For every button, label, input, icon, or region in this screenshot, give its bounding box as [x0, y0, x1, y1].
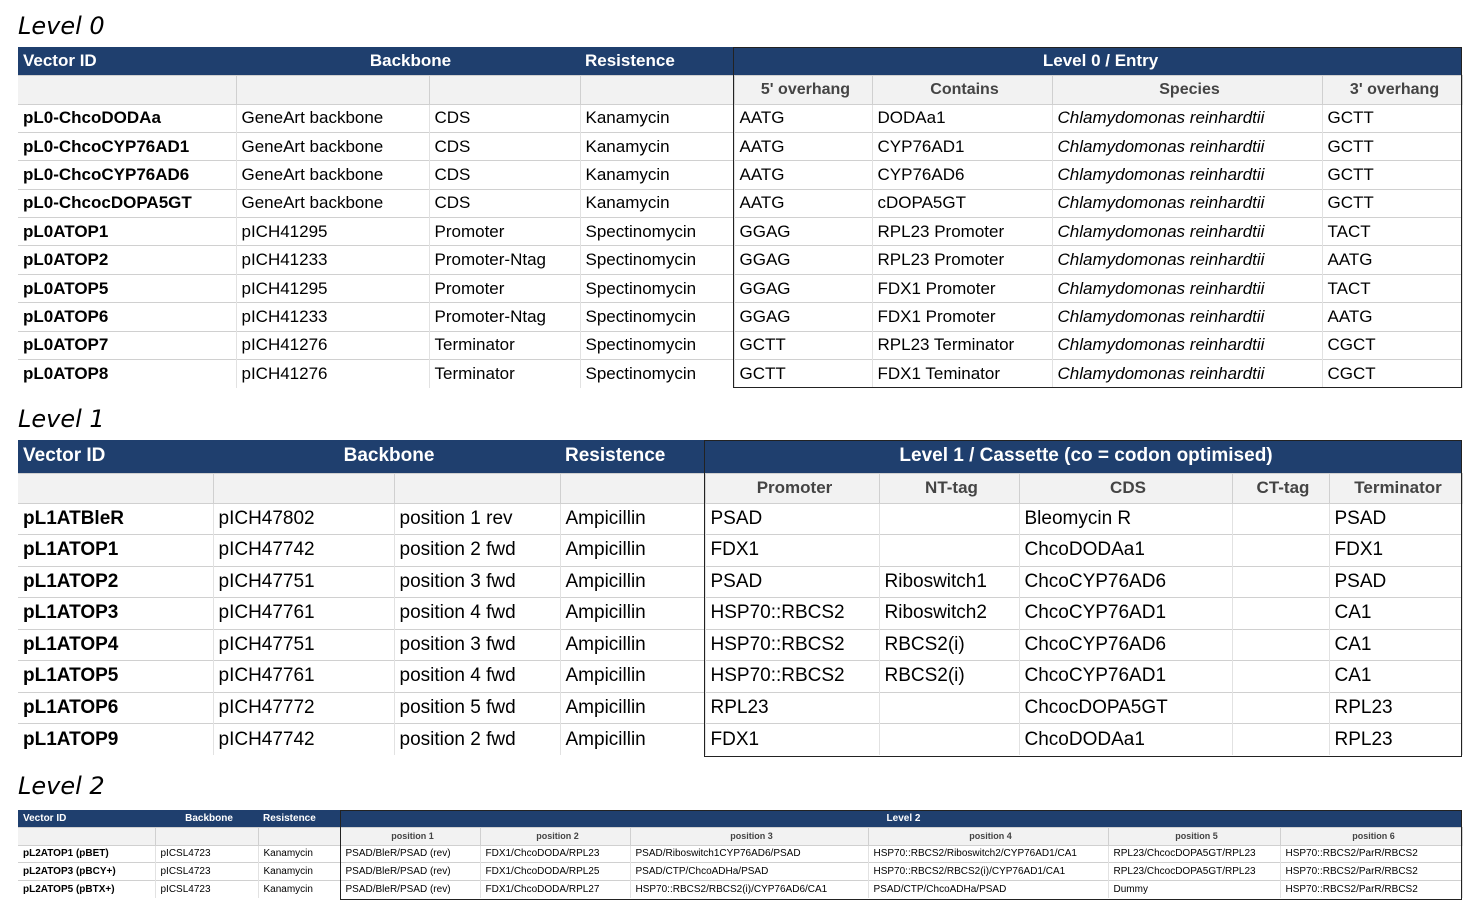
table-cell: GCTT: [1322, 161, 1462, 189]
table-cell: Chlamydomonas reinhardtii: [1052, 360, 1322, 388]
table-cell: GCTT: [1322, 104, 1462, 132]
table-cell: CA1: [1329, 598, 1462, 630]
table-cell: ChcoCYP76AD6: [1019, 566, 1232, 598]
table-cell: GeneArt backbone: [236, 132, 429, 160]
table-cell: Chlamydomonas reinhardtii: [1052, 132, 1322, 160]
vector-id-cell: pL2ATOP1 (pBET): [18, 845, 155, 863]
table-cell: RPL23: [1329, 724, 1462, 756]
table-row: [18, 274, 1462, 302]
table-cell: Bleomycin R: [1019, 503, 1232, 535]
table-row: [18, 161, 1462, 189]
table-cell: RPL23/ChcocDOPA5GT/RPL23: [1108, 845, 1280, 863]
table-cell: pICH41295: [236, 218, 429, 246]
table-cell: position 3 fwd: [394, 566, 560, 598]
table-cell: Terminator: [429, 331, 580, 359]
table-cell: TACT: [1322, 274, 1462, 302]
table-cell: PSAD: [705, 503, 879, 535]
table-cell: Spectinomycin: [580, 360, 734, 388]
table-cell: AATG: [1322, 303, 1462, 331]
vector-id-cell: pL1ATOP5: [18, 661, 213, 693]
table-cell: HSP70::RBCS2/ParR/RBCS2: [1280, 845, 1462, 863]
table-cell: Chlamydomonas reinhardtii: [1052, 189, 1322, 217]
table-cell: pICH41233: [236, 246, 429, 274]
table-cell: ChcoDODAa1: [1019, 535, 1232, 567]
table-cell: pICH41276: [236, 360, 429, 388]
level2-title: Level 2: [18, 772, 105, 800]
table-row: [18, 724, 1462, 756]
table-cell: GeneArt backbone: [236, 104, 429, 132]
subheader: 3' overhang: [1322, 75, 1462, 104]
table-cell: [1232, 692, 1329, 724]
table-cell: PSAD/BleR/PSAD (rev): [340, 880, 480, 898]
table-cell: Kanamycin: [580, 189, 734, 217]
table-cell: Spectinomycin: [580, 331, 734, 359]
table-cell: Ampicillin: [560, 692, 705, 724]
table-cell: DODAa1: [872, 104, 1052, 132]
table-cell: Kanamycin: [580, 161, 734, 189]
subheader: NT-tag: [879, 473, 1019, 503]
table-cell: PSAD/BleR/PSAD (rev): [340, 863, 480, 881]
table-cell: GGAG: [734, 246, 872, 274]
table-cell: AATG: [734, 189, 872, 217]
table-cell: HSP70::RBCS2: [705, 598, 879, 630]
table-cell: pICH47761: [213, 661, 394, 693]
table-cell: HSP70::RBCS2/ParR/RBCS2: [1280, 863, 1462, 881]
subheader: position 1: [340, 827, 480, 845]
table-cell: Spectinomycin: [580, 218, 734, 246]
table-cell: [879, 503, 1019, 535]
subheader: Promoter: [705, 473, 879, 503]
header-vector-id: Vector ID: [18, 440, 213, 473]
vector-id-cell: pL0ATOP5: [18, 274, 236, 302]
table-cell: pICSL4723: [155, 880, 258, 898]
table-cell: AATG: [734, 161, 872, 189]
level0-table: [18, 47, 1463, 388]
subheader: position 4: [868, 827, 1108, 845]
table-cell: GCTT: [734, 360, 872, 388]
vector-id-cell: pL1ATOP2: [18, 566, 213, 598]
table-cell: HSP70::RBCS2/ParR/RBCS2: [1280, 880, 1462, 898]
vector-id-cell: pL0-ChcocDOPA5GT: [18, 189, 236, 217]
table-cell: pICH41295: [236, 274, 429, 302]
table-cell: FDX1/ChcoDODA/RPL25: [480, 863, 630, 881]
table-cell: GeneArt backbone: [236, 161, 429, 189]
table-cell: HSP70::RBCS2/Riboswitch2/CYP76AD1/CA1: [868, 845, 1108, 863]
table-cell: pICH47802: [213, 503, 394, 535]
table-cell: CA1: [1329, 629, 1462, 661]
subheader: Species: [1052, 75, 1322, 104]
header-backbone: Backbone: [213, 440, 560, 473]
vector-id-cell: pL1ATOP9: [18, 724, 213, 756]
table-cell: Chlamydomonas reinhardtii: [1052, 303, 1322, 331]
table-cell: FDX1 Promoter: [872, 274, 1052, 302]
table-cell: position 1 rev: [394, 503, 560, 535]
table-cell: PSAD/BleR/PSAD (rev): [340, 845, 480, 863]
table-cell: Chlamydomonas reinhardtii: [1052, 104, 1322, 132]
table-cell: FDX1: [705, 724, 879, 756]
table-cell: PSAD/Riboswitch1CYP76AD6/PSAD: [630, 845, 868, 863]
table-cell: Ampicillin: [560, 566, 705, 598]
table-cell: Dummy: [1108, 880, 1280, 898]
table-cell: FDX1: [1329, 535, 1462, 567]
header-resistence: Resistence: [258, 810, 340, 827]
table-cell: Promoter-Ntag: [429, 303, 580, 331]
table-cell: HSP70::RBCS2/RBCS2(i)/CYP76AD1/CA1: [868, 863, 1108, 881]
table-cell: Chlamydomonas reinhardtii: [1052, 218, 1322, 246]
table-row: [18, 189, 1462, 217]
header-group: Level 2: [340, 810, 1462, 827]
table-cell: FDX1/ChcoDODA/RPL27: [480, 880, 630, 898]
table-cell: GeneArt backbone: [236, 189, 429, 217]
header-vector-id: Vector ID: [18, 810, 155, 827]
subheader: CT-tag: [1232, 473, 1329, 503]
table-cell: pICH47742: [213, 724, 394, 756]
table-cell: pICH47742: [213, 535, 394, 567]
table-row: [18, 303, 1462, 331]
table-cell: ChcocDOPA5GT: [1019, 692, 1232, 724]
table-cell: RPL23 Promoter: [872, 218, 1052, 246]
table-cell: cDOPA5GT: [872, 189, 1052, 217]
table-row: [18, 845, 1462, 863]
table-cell: [1232, 724, 1329, 756]
vector-id-cell: pL1ATOP3: [18, 598, 213, 630]
table-cell: position 2 fwd: [394, 724, 560, 756]
table-cell: Ampicillin: [560, 503, 705, 535]
table-cell: GGAG: [734, 274, 872, 302]
table-cell: AATG: [734, 104, 872, 132]
table-cell: Ampicillin: [560, 629, 705, 661]
vector-id-cell: pL1ATOP1: [18, 535, 213, 567]
level0-title: Level 0: [18, 12, 105, 40]
table-cell: CYP76AD1: [872, 132, 1052, 160]
subheader: position 3: [630, 827, 868, 845]
vector-id-cell: pL0ATOP2: [18, 246, 236, 274]
table-cell: [1232, 566, 1329, 598]
table-cell: Promoter: [429, 218, 580, 246]
subheader: Contains: [872, 75, 1052, 104]
table-row: [18, 331, 1462, 359]
vector-id-cell: pL0ATOP8: [18, 360, 236, 388]
header-resistence: Resistence: [580, 47, 734, 75]
table-cell: CA1: [1329, 661, 1462, 693]
table-cell: pICH47761: [213, 598, 394, 630]
table-cell: HSP70::RBCS2/RBCS2(i)/CYP76AD6/CA1: [630, 880, 868, 898]
table-row: [18, 598, 1462, 630]
table-row: [18, 218, 1462, 246]
table-cell: pICH47751: [213, 566, 394, 598]
table-cell: [1232, 629, 1329, 661]
table-cell: GCTT: [1322, 132, 1462, 160]
table-cell: GGAG: [734, 218, 872, 246]
table-cell: [1232, 535, 1329, 567]
table-cell: Ampicillin: [560, 724, 705, 756]
table-cell: CDS: [429, 132, 580, 160]
level1-table: [18, 440, 1463, 755]
table-cell: pICSL4723: [155, 863, 258, 881]
table-cell: ChcoCYP76AD1: [1019, 598, 1232, 630]
subheader: 5' overhang: [734, 75, 872, 104]
table-cell: Riboswitch2: [879, 598, 1019, 630]
table-cell: pICSL4723: [155, 845, 258, 863]
table-cell: FDX1 Promoter: [872, 303, 1052, 331]
table-cell: Kanamycin: [580, 132, 734, 160]
table-cell: position 4 fwd: [394, 598, 560, 630]
table-cell: Spectinomycin: [580, 246, 734, 274]
table-cell: RBCS2(i): [879, 661, 1019, 693]
table-cell: CGCT: [1322, 331, 1462, 359]
vector-id-cell: pL2ATOP3 (pBCY+): [18, 863, 155, 881]
table-cell: [1232, 503, 1329, 535]
table-cell: Ampicillin: [560, 661, 705, 693]
table-row: [18, 661, 1462, 693]
table-cell: AATG: [1322, 246, 1462, 274]
table-row: [18, 629, 1462, 661]
subheader: position 2: [480, 827, 630, 845]
table-cell: RBCS2(i): [879, 629, 1019, 661]
table-cell: RPL23: [705, 692, 879, 724]
table-cell: GGAG: [734, 303, 872, 331]
table-cell: Chlamydomonas reinhardtii: [1052, 161, 1322, 189]
table-cell: position 3 fwd: [394, 629, 560, 661]
table-cell: pICH41276: [236, 331, 429, 359]
table-cell: pICH47772: [213, 692, 394, 724]
table-cell: [1232, 661, 1329, 693]
level2-table: [18, 810, 1463, 898]
table-cell: ChcoDODAa1: [1019, 724, 1232, 756]
table-cell: Spectinomycin: [580, 274, 734, 302]
table-row: [18, 863, 1462, 881]
table-cell: CGCT: [1322, 360, 1462, 388]
table-cell: [879, 535, 1019, 567]
table-cell: position 5 fwd: [394, 692, 560, 724]
table-cell: TACT: [1322, 218, 1462, 246]
table-cell: Spectinomycin: [580, 303, 734, 331]
table-cell: pICH47751: [213, 629, 394, 661]
table-cell: PSAD/CTP/ChcoADHa/PSAD: [630, 863, 868, 881]
table-cell: Promoter: [429, 274, 580, 302]
table-cell: ChcoCYP76AD1: [1019, 661, 1232, 693]
level1-title: Level 1: [18, 405, 105, 433]
table-cell: FDX1/ChcoDODA/RPL23: [480, 845, 630, 863]
table-row: [18, 246, 1462, 274]
subheader: position 5: [1108, 827, 1280, 845]
table-row: [18, 104, 1462, 132]
vector-id-cell: pL0-ChcoDODAa: [18, 104, 236, 132]
vector-id-cell: pL0ATOP7: [18, 331, 236, 359]
table-cell: RPL23 Promoter: [872, 246, 1052, 274]
table-cell: GCTT: [1322, 189, 1462, 217]
table-cell: PSAD/CTP/ChcoADHa/PSAD: [868, 880, 1108, 898]
table-cell: [879, 724, 1019, 756]
vector-id-cell: pL1ATBleR: [18, 503, 213, 535]
table-cell: GCTT: [734, 331, 872, 359]
header-backbone: Backbone: [155, 810, 258, 827]
table-cell: Kanamycin: [258, 880, 340, 898]
vector-id-cell: pL0-ChcoCYP76AD6: [18, 161, 236, 189]
table-cell: ChcoCYP76AD6: [1019, 629, 1232, 661]
header-group: Level 1 / Cassette (co = codon optimised): [705, 440, 1462, 473]
table-row: [18, 503, 1462, 535]
table-cell: Kanamycin: [258, 845, 340, 863]
vector-id-cell: pL1ATOP4: [18, 629, 213, 661]
table-cell: Terminator: [429, 360, 580, 388]
table-cell: Chlamydomonas reinhardtii: [1052, 331, 1322, 359]
table-cell: FDX1 Teminator: [872, 360, 1052, 388]
table-cell: RPL23/ChcocDOPA5GT/RPL23: [1108, 863, 1280, 881]
table-cell: PSAD: [1329, 566, 1462, 598]
table-cell: position 2 fwd: [394, 535, 560, 567]
table-cell: HSP70::RBCS2: [705, 629, 879, 661]
subheader: CDS: [1019, 473, 1232, 503]
table-row: [18, 566, 1462, 598]
header-resistence: Resistence: [560, 440, 705, 473]
table-cell: pICH41233: [236, 303, 429, 331]
subheader: Terminator: [1329, 473, 1462, 503]
table-cell: Chlamydomonas reinhardtii: [1052, 246, 1322, 274]
table-cell: Ampicillin: [560, 598, 705, 630]
table-cell: Kanamycin: [258, 863, 340, 881]
table-cell: position 4 fwd: [394, 661, 560, 693]
vector-id-cell: pL0-ChcoCYP76AD1: [18, 132, 236, 160]
table-cell: CYP76AD6: [872, 161, 1052, 189]
table-cell: Riboswitch1: [879, 566, 1019, 598]
subheader: position 6: [1280, 827, 1462, 845]
table-row: [18, 132, 1462, 160]
header-vector-id: Vector ID: [18, 47, 236, 75]
table-cell: PSAD: [1329, 503, 1462, 535]
table-row: [18, 535, 1462, 567]
table-row: [18, 360, 1462, 388]
table-cell: FDX1: [705, 535, 879, 567]
vector-id-cell: pL0ATOP1: [18, 218, 236, 246]
table-cell: RPL23 Terminator: [872, 331, 1052, 359]
table-row: [18, 692, 1462, 724]
vector-id-cell: pL1ATOP6: [18, 692, 213, 724]
table-cell: HSP70::RBCS2: [705, 661, 879, 693]
table-cell: Ampicillin: [560, 535, 705, 567]
vector-id-cell: pL0ATOP6: [18, 303, 236, 331]
header-backbone: Backbone: [236, 47, 580, 75]
table-row: [18, 880, 1462, 898]
table-cell: RPL23: [1329, 692, 1462, 724]
header-group: Level 0 / Entry: [734, 47, 1462, 75]
table-cell: Chlamydomonas reinhardtii: [1052, 274, 1322, 302]
table-cell: CDS: [429, 189, 580, 217]
table-cell: Promoter-Ntag: [429, 246, 580, 274]
table-cell: PSAD: [705, 566, 879, 598]
vector-id-cell: pL2ATOP5 (pBTX+): [18, 880, 155, 898]
table-cell: CDS: [429, 161, 580, 189]
table-cell: AATG: [734, 132, 872, 160]
table-cell: [879, 692, 1019, 724]
table-cell: CDS: [429, 104, 580, 132]
table-cell: [1232, 598, 1329, 630]
table-cell: Kanamycin: [580, 104, 734, 132]
